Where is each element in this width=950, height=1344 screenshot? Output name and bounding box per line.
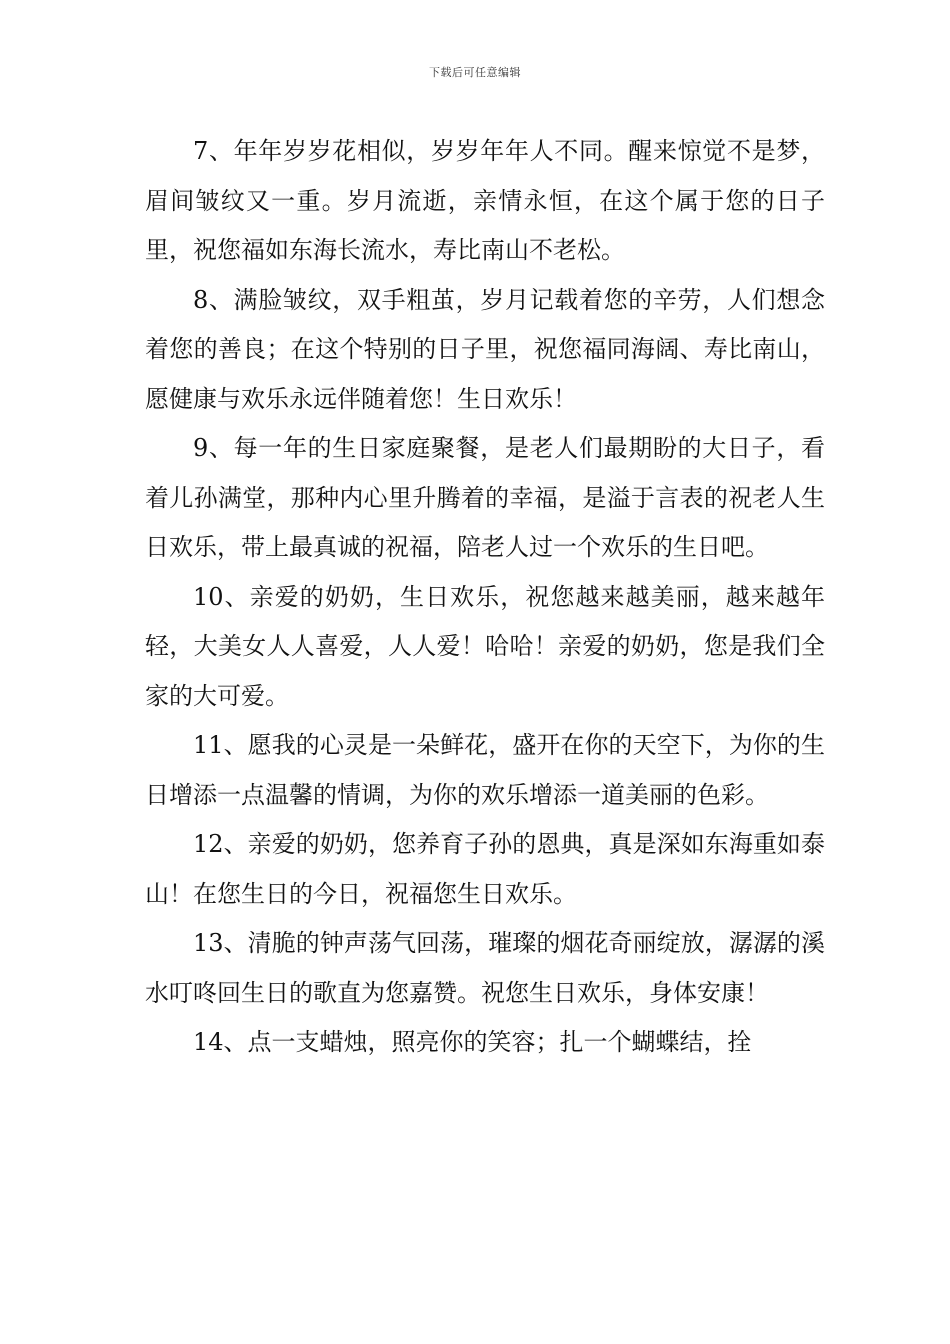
paragraph-11: 11、愿我的心灵是一朵鲜花，盛开在你的天空下，为你的生日增添一点温馨的情调，为你的欢乐增添一道美丽的色彩。 xyxy=(145,731,825,809)
paragraph-14: 14、点一支蜡烛，照亮你的笑容；扎一个蝴蝶结，拴 xyxy=(193,1028,752,1056)
paragraph-7: 7、年年岁岁花相似，岁岁年年人不同。醒来惊觉不是梦，眉间皱纹又一重。岁月流逝，亲情永恒，在这个属于您的日子里，祝您福如东海长流水，寿比南山不老松。 xyxy=(145,137,825,264)
paragraph-12: 12、亲爱的奶奶，您养育子孙的恩典，真是深如东海重如泰山！在您生日的今日，祝福您生日欢乐。 xyxy=(145,830,825,908)
paragraph-13: 13、清脆的钟声荡气回荡，璀璨的烟花奇丽绽放，潺潺的溪水叮咚回生日的歌直为您嘉赞。祝您生日欢乐，身体安康！ xyxy=(145,929,825,1007)
paragraph-10: 10、亲爱的奶奶，生日欢乐，祝您越来越美丽，越来越年轻，大美女人人喜爱，人人爱！哈哈！亲爱的奶奶，您是我们全家的大可爱。 xyxy=(145,582,825,710)
document-body xyxy=(145,127,825,1068)
paragraph-8: 8、满脸皱纹，双手粗茧，岁月记载着您的辛劳，人们想念着您的善良；在这个特别的日子里，祝您福同海阔、寿比南山，愿健康与欢乐永远伴随着您！生日欢乐！ xyxy=(145,285,825,413)
paragraph-9: 9、每一年的生日家庭聚餐，是老人们最期盼的大日子，看着儿孙满堂，那种内心里升腾着的幸福，是溢于言表的祝老人生日欢乐，带上最真诚的祝福，陪老人过一个欢乐的生日吧。 xyxy=(145,434,825,561)
page-header-note: 下载后可任意编辑 xyxy=(429,66,521,79)
